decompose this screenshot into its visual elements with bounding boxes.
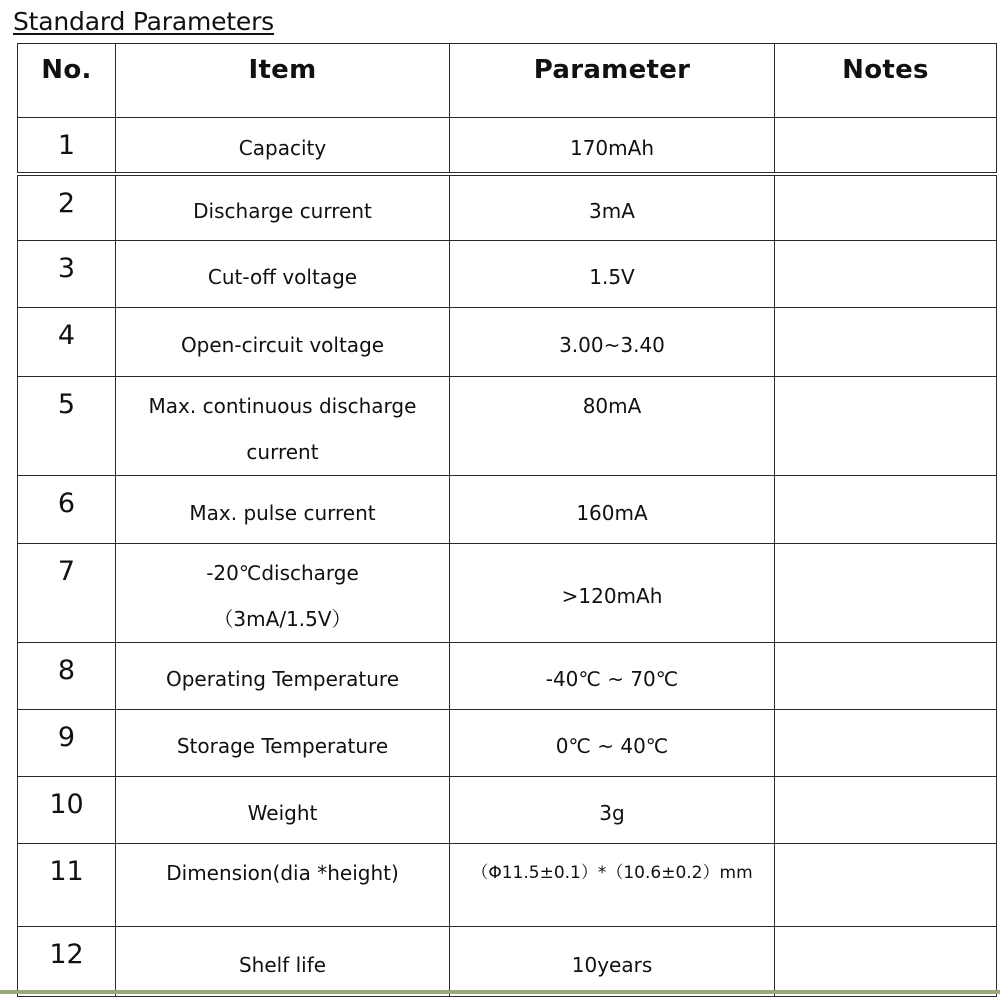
header-row (18, 44, 997, 118)
row-notes (775, 777, 997, 844)
table-row (18, 308, 997, 377)
row-notes (775, 544, 997, 643)
page-title: Standard Parameters (13, 7, 274, 36)
row-parameter: 170mAh (450, 118, 775, 174)
row-item-multiline (116, 544, 450, 643)
table-row (18, 377, 997, 476)
row-number: 2 (18, 174, 116, 241)
row-notes (775, 643, 997, 710)
row-number: 1 (18, 118, 116, 174)
row-notes (775, 118, 997, 174)
row-number: 7 (18, 544, 116, 643)
table-row (18, 241, 997, 308)
row-notes (775, 377, 997, 476)
row-notes (775, 710, 997, 777)
row-item: Max. pulse current (116, 476, 450, 544)
header-notes: Notes (775, 44, 997, 118)
row-number: 9 (18, 710, 116, 777)
row-item: Max. continuous discharge (148, 394, 417, 418)
table-row (18, 710, 997, 777)
row-parameter: 3.00~3.40 (450, 308, 775, 377)
row-item: Open-circuit voltage (116, 308, 450, 377)
row-number: 8 (18, 643, 116, 710)
table-row (18, 927, 997, 997)
row-item: Discharge current (116, 174, 450, 241)
row-parameter: 0℃ ~ 40℃ (450, 710, 775, 777)
row-number: 11 (18, 844, 116, 927)
row-notes (775, 927, 997, 997)
header-item: Item (116, 44, 450, 118)
parameters-table (17, 43, 997, 997)
row-parameter: 1.5V (450, 241, 775, 308)
row-parameter: 10years (450, 927, 775, 997)
table-row (18, 777, 997, 844)
row-parameter: 80mA (450, 377, 775, 476)
row-notes (775, 241, 997, 308)
row-parameter: 160mA (450, 476, 775, 544)
row-notes (775, 174, 997, 241)
row-number: 6 (18, 476, 116, 544)
row-notes (775, 844, 997, 927)
row-item: Capacity (116, 118, 450, 174)
row-notes (775, 308, 997, 377)
row-parameter: 3mA (450, 174, 775, 241)
row-number: 3 (18, 241, 116, 308)
row-parameter: -40℃ ~ 70℃ (450, 643, 775, 710)
row-number: 12 (18, 927, 116, 997)
header-no: No. (18, 44, 116, 118)
row-item: Storage Temperature (116, 710, 450, 777)
table-row (18, 174, 997, 241)
row-number: 5 (18, 377, 116, 476)
header-parameter: Parameter (450, 44, 775, 118)
row-item: Weight (116, 777, 450, 844)
table-row (18, 844, 997, 927)
row-item-continued: current (246, 440, 319, 464)
row-item: Cut-off voltage (116, 241, 450, 308)
row-parameter: （Φ11.5±0.1）*（10.6±0.2）mm (450, 844, 775, 927)
row-item: Operating Temperature (116, 643, 450, 710)
bottom-divider (0, 990, 1000, 994)
table-row (18, 476, 997, 544)
row-item-multiline (116, 377, 450, 476)
row-item-continued: （3mA/1.5V） (213, 607, 352, 631)
row-parameter: 3g (450, 777, 775, 844)
table-row (18, 643, 997, 710)
row-notes (775, 476, 997, 544)
table-row (18, 544, 997, 643)
row-number: 4 (18, 308, 116, 377)
table-row (18, 118, 997, 174)
row-item: Dimension(dia *height) (116, 844, 450, 927)
row-item: -20℃discharge (206, 561, 359, 585)
row-number: 10 (18, 777, 116, 844)
row-parameter: >120mAh (450, 544, 775, 643)
row-item: Shelf life (116, 927, 450, 997)
